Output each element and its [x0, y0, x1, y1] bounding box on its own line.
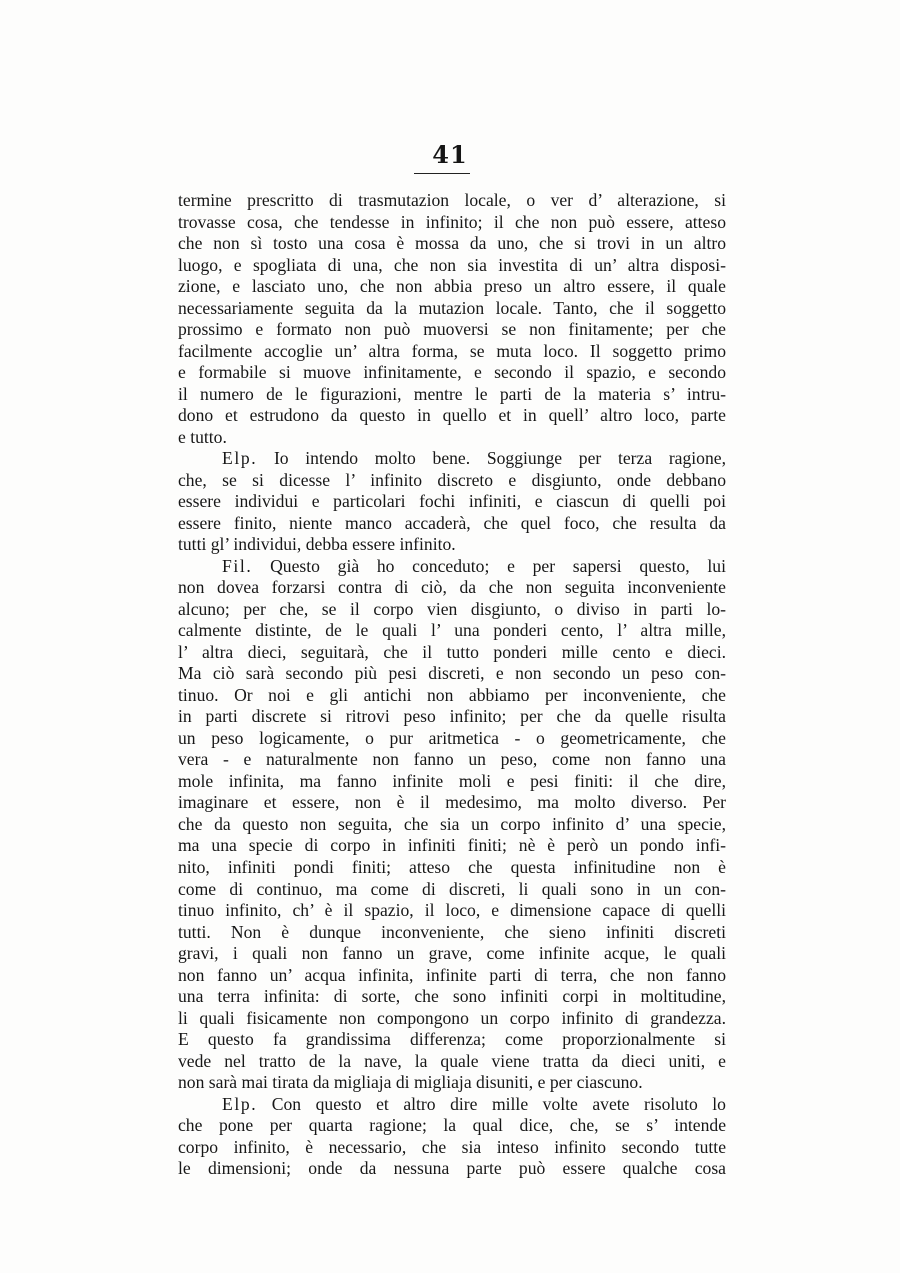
text-line	[178, 642, 726, 664]
text-line	[178, 986, 726, 1008]
line-text: luogo, e spogliata di una, che non sia investita di un’ altra disposi-	[178, 254, 726, 275]
line-text: tutti gl’ individui, debba essere infinito.	[178, 534, 456, 555]
text-line	[178, 620, 726, 642]
text-line	[178, 900, 726, 922]
text-line	[178, 470, 726, 492]
line-text: trovasse cosa, che tendesse in infinito; il che non può essere, atteso	[178, 211, 726, 232]
line-text: non fanno un’ acqua infinita, infinite parti di terra, che non fanno	[178, 964, 726, 985]
line-text: prossimo e formato non può muoversi se non finitamente; per che	[178, 319, 726, 340]
text-line	[178, 427, 726, 449]
text-line	[178, 556, 726, 578]
text-line	[178, 319, 726, 341]
text-line	[178, 663, 726, 685]
line-text: alcuno; per che, se il corpo vien disgiunto, o diviso in parti lo-	[178, 598, 726, 619]
line-text: corpo infinito, è necessario, che sia inteso infinito secondo tutte	[178, 1136, 726, 1157]
text-line	[178, 513, 726, 535]
text-line	[178, 599, 726, 621]
line-text: e formabile si muove infinitamente, e secondo il spazio, e secondo	[178, 362, 726, 383]
body-text	[178, 190, 726, 1180]
line-text: Io intendo molto bene. Soggiunge per terza ragione,	[273, 448, 726, 469]
text-line	[178, 965, 726, 987]
text-line	[178, 341, 726, 363]
speaker-label: Elp.	[222, 448, 258, 469]
text-line	[178, 1051, 726, 1073]
speaker-label: Elp.	[222, 1093, 258, 1114]
text-line	[178, 298, 726, 320]
text-line	[178, 1094, 726, 1116]
page-number-rule	[414, 173, 470, 174]
line-text: necessariamente seguita da la mutazion locale. Tanto, che il soggetto	[178, 297, 726, 318]
line-text: e tutto.	[178, 426, 227, 447]
text-line	[178, 276, 726, 298]
text-line	[178, 835, 726, 857]
text-line	[178, 857, 726, 879]
text-line	[178, 771, 726, 793]
text-line	[178, 1115, 726, 1137]
text-line	[178, 255, 726, 277]
text-line	[178, 362, 726, 384]
text-line	[178, 1158, 726, 1180]
line-text: facilmente accoglie un’ altra forma, se muta loco. Il soggetto primo	[178, 340, 726, 361]
text-line	[178, 685, 726, 707]
speaker-label: Fil.	[222, 555, 253, 576]
text-line	[178, 405, 726, 427]
line-text: le dimensioni; onde da nessuna parte può essere qualche cosa	[178, 1158, 726, 1179]
text-line	[178, 922, 726, 944]
line-text: mole infinita, ma fanno infinite moli e pesi finiti: il che dire,	[178, 770, 726, 791]
line-text: tinuo infinito, ch’ è il spazio, il loco, e dimensione capace di quelli	[178, 900, 726, 921]
line-text: nito, infiniti pondi finiti; atteso che questa infinitudine non è	[178, 856, 726, 877]
text-line	[178, 1072, 726, 1094]
text-line	[178, 448, 726, 470]
text-line	[178, 706, 726, 728]
line-text: essere finito, niente manco accaderà, che quel foco, che resulta da	[178, 512, 726, 533]
line-text: li quali fisicamente non compongono un corpo infinito di grandezza.	[178, 1007, 726, 1028]
line-text: imaginare et essere, non è il medesimo, ma molto diverso. Per	[178, 792, 726, 813]
line-text: che, se si dicesse l’ infinito discreto e disgiunto, onde debbano	[178, 469, 726, 490]
line-text: che non sì tosto una cosa è mossa da uno, che si trovi in un altro	[178, 233, 726, 254]
line-text: l’ altra dieci, seguitarà, che il tutto ponderi mille cento e dieci.	[178, 641, 726, 662]
line-text: che pone per quarta ragione; la qual dice, che, se s’ intende	[178, 1115, 726, 1136]
text-line	[178, 792, 726, 814]
line-text: gravi, i quali non fanno un grave, come infinite acque, le quali	[178, 943, 726, 964]
text-line	[178, 749, 726, 771]
line-text: come di continuo, ma come di discreti, li quali sono in un con-	[178, 878, 726, 899]
text-line	[178, 943, 726, 965]
line-text: in parti discrete si ritrovi peso infinito; per che da quelle risulta	[178, 706, 726, 727]
line-text: E questo fa grandissima differenza; come proporzionalmente si	[178, 1029, 726, 1050]
line-text: una terra infinita: di sorte, che sono infiniti corpi in moltitudine,	[178, 986, 726, 1007]
line-text: essere individui e particolari fochi infiniti, e ciascun di quelli poi	[178, 491, 726, 512]
line-text: calmente distinte, de le quali l’ una ponderi cento, l’ altra mille,	[178, 620, 726, 641]
line-text: un peso logicamente, o pur aritmetica - o geometricamente, che	[178, 727, 726, 748]
text-line	[178, 728, 726, 750]
line-text: termine prescritto di trasmutazion locale, o ver d’ alterazione, si	[178, 190, 726, 210]
text-line	[178, 491, 726, 513]
text-line	[178, 190, 726, 212]
text-line	[178, 233, 726, 255]
page-number: 41	[432, 140, 468, 169]
text-line	[178, 534, 726, 556]
line-text: Con questo et altro dire mille volte avete risoluto lo	[271, 1093, 726, 1114]
text-line	[178, 814, 726, 836]
line-text: ma una specie di corpo in infiniti finiti; nè è però un pondo infi-	[178, 835, 726, 856]
text-line	[178, 1029, 726, 1051]
line-text: che da questo non seguita, che sia un corpo infinito d’ una specie,	[178, 813, 726, 834]
text-line	[178, 212, 726, 234]
line-text: non dovea forzarsi contra di ciò, da che non seguita inconveniente	[178, 577, 726, 598]
line-text: Ma ciò sarà secondo più pesi discreti, e non secondo un peso con-	[178, 663, 726, 684]
line-text: Questo già ho conceduto; e per sapersi questo, lui	[270, 555, 726, 576]
line-text: zione, e lasciato uno, che non abbia preso un altro essere, il quale	[178, 276, 726, 297]
line-text: il numero de le figurazioni, mentre le parti de la materia s’ intru-	[178, 383, 726, 404]
text-line	[178, 1137, 726, 1159]
line-text: tutti. Non è dunque inconveniente, che sieno infiniti discreti	[178, 921, 726, 942]
line-text: non sarà mai tirata da migliaja di migliaja disuniti, e per ciascuno.	[178, 1072, 643, 1093]
line-text: tinuo. Or noi e gli antichi non abbiamo per inconveniente, che	[178, 684, 726, 705]
text-line	[178, 879, 726, 901]
text-line	[178, 1008, 726, 1030]
line-text: vede nel tratto de la nave, la quale viene tratta da dieci uniti, e	[178, 1050, 726, 1071]
line-text: vera - e naturalmente non fanno un peso, come non fanno una	[178, 749, 726, 770]
text-line	[178, 384, 726, 406]
line-text: dono et estrudono da questo in quello et in quell’ altro loco, parte	[178, 405, 726, 426]
text-line	[178, 577, 726, 599]
